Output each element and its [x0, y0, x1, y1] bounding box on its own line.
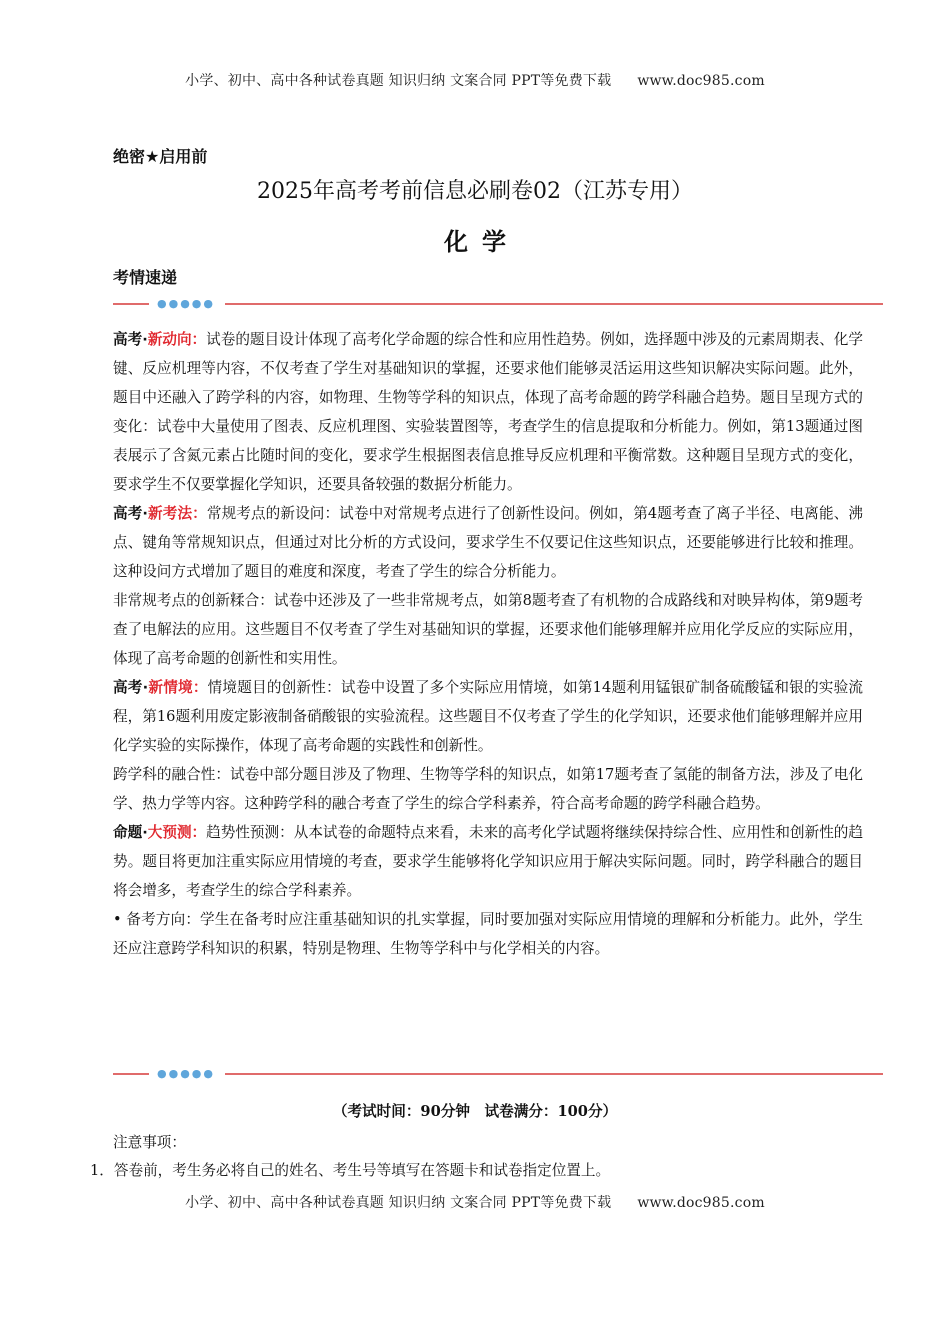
- divider-bottom: [113, 1068, 883, 1080]
- header-text: 小学、初中、高中各种试卷真题 知识归纳 文案合同 PPT等免费下载: [185, 73, 612, 89]
- header-site-link[interactable]: www.doc985.com: [637, 73, 765, 89]
- exam-analysis-body: [113, 325, 863, 963]
- footer-site-link[interactable]: www.doc985.com: [637, 1195, 765, 1211]
- exam-info: （考试时间：90分钟 试卷满分：100分）: [332, 1103, 618, 1120]
- paragraph-innovation: 非常规考点的创新糅合：试卷中还涉及了一些非常规考点，如第8题考查了有机物的合成路线和对映异构体，第9题考查了电解法的应用。这些题目不仅考查了学生对基础知识的掌握，还要求他们能够理解并应用化学反应的实际应用，体现了高考命题的创新性和实用性。: [113, 592, 863, 667]
- paragraph-interdisciplinary: 跨学科的融合性：试卷中部分题目涉及了物理、生物等学科的知识点，如第17题考查了氢能的制备方法，涉及了电化学、热力学等内容。这种跨学科的融合考查了学生的综合学科素养，符合高考命题的跨学科融合趋势。: [113, 766, 863, 812]
- paragraph-new-method: 高考·新考法：常规考点的新设问：试卷中对常规考点进行了创新性设问。例如，第4题考查了离子半径、电离能、沸点、键角等常规知识点，但通过对比分析的方式设问，要求学生不仅要记住这些知识点，还要能够进行比较和推理。这种设问方式增加了题目的难度和深度，考查了学生的综合分析能力。: [113, 505, 863, 580]
- paragraph-new-trend: 高考·新动向：试卷的题目设计体现了高考化学命题的综合性和应用性趋势。例如，选择题中涉及的元素周期表、化学键、反应机理等内容，不仅考查了学生对基础知识的掌握，还要求他们能够灵活运用这些知识解决实际问题。此外，题目中还融入了跨学科的内容，如物理、生物等学科的知识点，体现了高考命题的跨学科融合趋势。题目呈现方式的变化：试卷中大量使用了图表、反应机理图、实验装置图等，考查学生的信息提取和分析能力。例如，第13题通过图表展示了含氮元素占比随时间的变化，要求学生根据图表信息推导反应机理和平衡常数。这种题目呈现方式的变化，要求学生不仅要掌握化学知识，还要具备较强的数据分析能力。: [113, 331, 863, 493]
- document-title: 2025年高考考前信息必刷卷02（江苏专用）: [257, 179, 693, 204]
- page-footer: [0, 1192, 950, 1212]
- secret-label: 绝密★启用前: [113, 147, 208, 166]
- notes-label: 注意事项：: [113, 1134, 186, 1151]
- page-header: [0, 70, 950, 90]
- paragraph-new-context: 高考·新情境：情境题目的创新性：试卷中设置了多个实际应用情境，如第14题利用锰银矿制备硫酸锰和银的实验流程，第16题利用废定影液制备硝酸银的实验流程。这些题目不仅考查了学生的化学知识，还要求他们能够理解并应用化学实验的实际操作，体现了高考命题的实践性和创新性。: [113, 679, 863, 754]
- paragraph-prediction: 命题·大预测：趋势性预测：从本试卷的命题特点来看，未来的高考化学试题将继续保持综合性、应用性和创新性的趋势。题目将更加注重实际应用情境的考查，要求学生能够将化学知识应用于解决实际问题。同时，跨学科融合的题目将会增多，考查学生的综合学科素养。: [113, 824, 863, 899]
- paragraph-preparation: • 备考方向：学生在备考时应注重基础知识的扎实掌握，同时要加强对实际应用情境的理解和分析能力。此外，学生还应注意跨学科知识的积累，特别是物理、生物等学科中与化学相关的内容。: [113, 911, 863, 957]
- divider-dots-icon: ●●●●●: [157, 297, 215, 310]
- divider-dots-icon: ●●●●●: [157, 1067, 215, 1080]
- subject-title: 化学: [444, 227, 520, 256]
- section-title: 考情速递: [113, 268, 178, 287]
- note-item-1: 1．答卷前，考生务必将自己的姓名、考生号等填写在答题卡和试卷指定位置上。: [90, 1162, 611, 1179]
- divider-top: [113, 298, 883, 310]
- footer-text: 小学、初中、高中各种试卷真题 知识归纳 文案合同 PPT等免费下载: [185, 1195, 612, 1211]
